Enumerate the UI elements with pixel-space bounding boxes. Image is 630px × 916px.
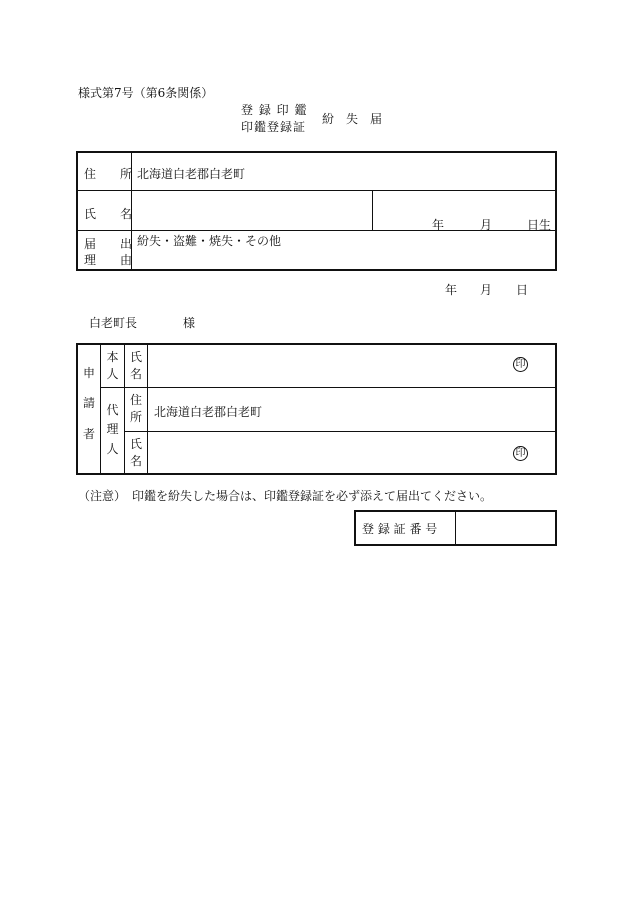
title-line-2: 印鑑登録証 — [241, 120, 307, 134]
applicant-label: 申 請 者 — [82, 366, 95, 441]
birth-year-label: 年 — [432, 218, 445, 232]
agent-address-value[interactable]: 北海道白老郡白老町 — [154, 405, 263, 419]
registration-number-label: 登 録 証 番 号 — [362, 522, 438, 536]
birth-day-label: 日生 — [527, 218, 552, 232]
agent-name-label: 氏 名 — [129, 437, 142, 469]
row-divider — [77, 190, 556, 191]
addressee-honorific: 様 — [183, 316, 196, 330]
date-year-label: 年 — [445, 283, 458, 297]
note-text: （注意） 印鑑を紛失した場合は、印鑑登録証を必ず添えて届出てください。 — [78, 489, 493, 503]
agent-label: 代 理 人 — [106, 403, 119, 456]
reason-label-line-2: 理 由 — [84, 253, 133, 267]
row-divider — [124, 431, 556, 432]
birth-month-label: 月 — [480, 218, 493, 232]
date-day-label: 日 — [516, 283, 529, 297]
name-label: 氏 名 — [84, 207, 133, 221]
registration-number-field[interactable] — [460, 520, 552, 538]
form-number: 様式第7号（第6条関係） — [78, 86, 214, 100]
column-divider — [455, 511, 456, 545]
column-divider — [100, 344, 101, 474]
reason-label-line-1: 届 出 — [84, 237, 133, 251]
self-label: 本 人 — [106, 350, 119, 382]
self-name-label: 氏 名 — [129, 350, 142, 382]
reason-options[interactable]: 紛失・盗難・焼失・その他 — [137, 234, 282, 248]
address-label: 住 所 — [84, 167, 133, 181]
address-value[interactable]: 北海道白老郡白老町 — [137, 167, 246, 181]
agent-address-label: 住 所 — [129, 393, 142, 425]
seal-mark: 印 — [513, 357, 528, 372]
agent-name-field[interactable] — [149, 433, 499, 472]
addressee-name: 白老町長 — [89, 316, 138, 330]
name-field[interactable] — [133, 192, 370, 228]
title-line-1: 登 録 印 鑑 — [241, 103, 308, 117]
row-divider — [101, 387, 556, 388]
column-divider — [372, 191, 373, 230]
date-month-label: 月 — [480, 283, 493, 297]
seal-mark: 印 — [513, 446, 528, 461]
form-title: 紛 失 届 — [322, 112, 383, 126]
column-divider — [124, 344, 125, 474]
self-name-field[interactable] — [149, 346, 499, 385]
column-divider — [147, 344, 148, 474]
